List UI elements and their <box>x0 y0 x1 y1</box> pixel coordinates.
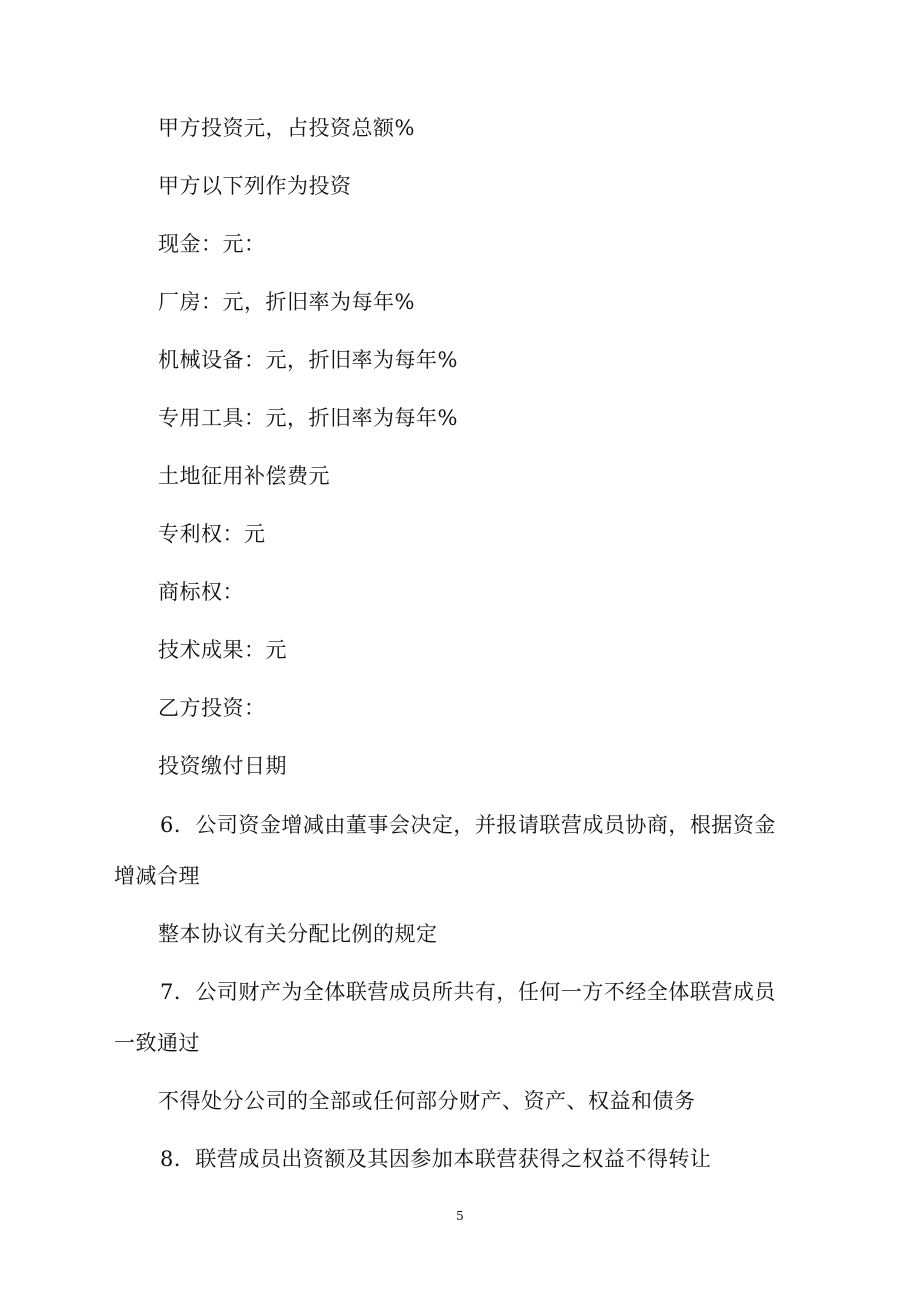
clause-6-line-3: 整本协议有关分配比例的规定 <box>158 922 438 946</box>
investment-line-patent: 专利权：元 <box>158 522 266 546</box>
page-number: 5 <box>456 1209 464 1223</box>
investment-line-land: 土地征用补偿费元 <box>158 464 330 488</box>
investment-line-cash: 现金：元： <box>158 232 266 256</box>
investment-line-date: 投资缴付日期 <box>158 754 287 778</box>
clause-6-line-2: 增减合理 <box>114 864 200 888</box>
investment-line-1: 甲方投资元，占投资总额% <box>158 116 415 140</box>
investment-line-machinery: 机械设备：元，折旧率为每年% <box>158 348 458 372</box>
investment-line-tech: 技术成果：元 <box>158 638 287 662</box>
clause-7-line-3: 不得处分公司的全部或任何部分财产、资产、权益和债务 <box>158 1089 696 1113</box>
clause-6-line-1: 6．公司资金增减由董事会决定，并报请联营成员协商，根据资金 <box>160 813 776 837</box>
clause-8-line-1: 8．联营成员出资额及其因参加本联营获得之权益不得转让 <box>160 1147 712 1171</box>
clause-7-line-1: 7．公司财产为全体联营成员所共有，任何一方不经全体联营成员 <box>160 980 776 1004</box>
investment-line-plant: 厂房：元，折旧率为每年% <box>158 290 415 314</box>
investment-line-trademark: 商标权： <box>158 580 244 604</box>
investment-line-party-b: 乙方投资： <box>158 696 266 720</box>
investment-line-tools: 专用工具：元，折旧率为每年% <box>158 406 458 430</box>
clause-7-line-2: 一致通过 <box>114 1031 200 1055</box>
investment-line-2: 甲方以下列作为投资 <box>158 174 352 198</box>
